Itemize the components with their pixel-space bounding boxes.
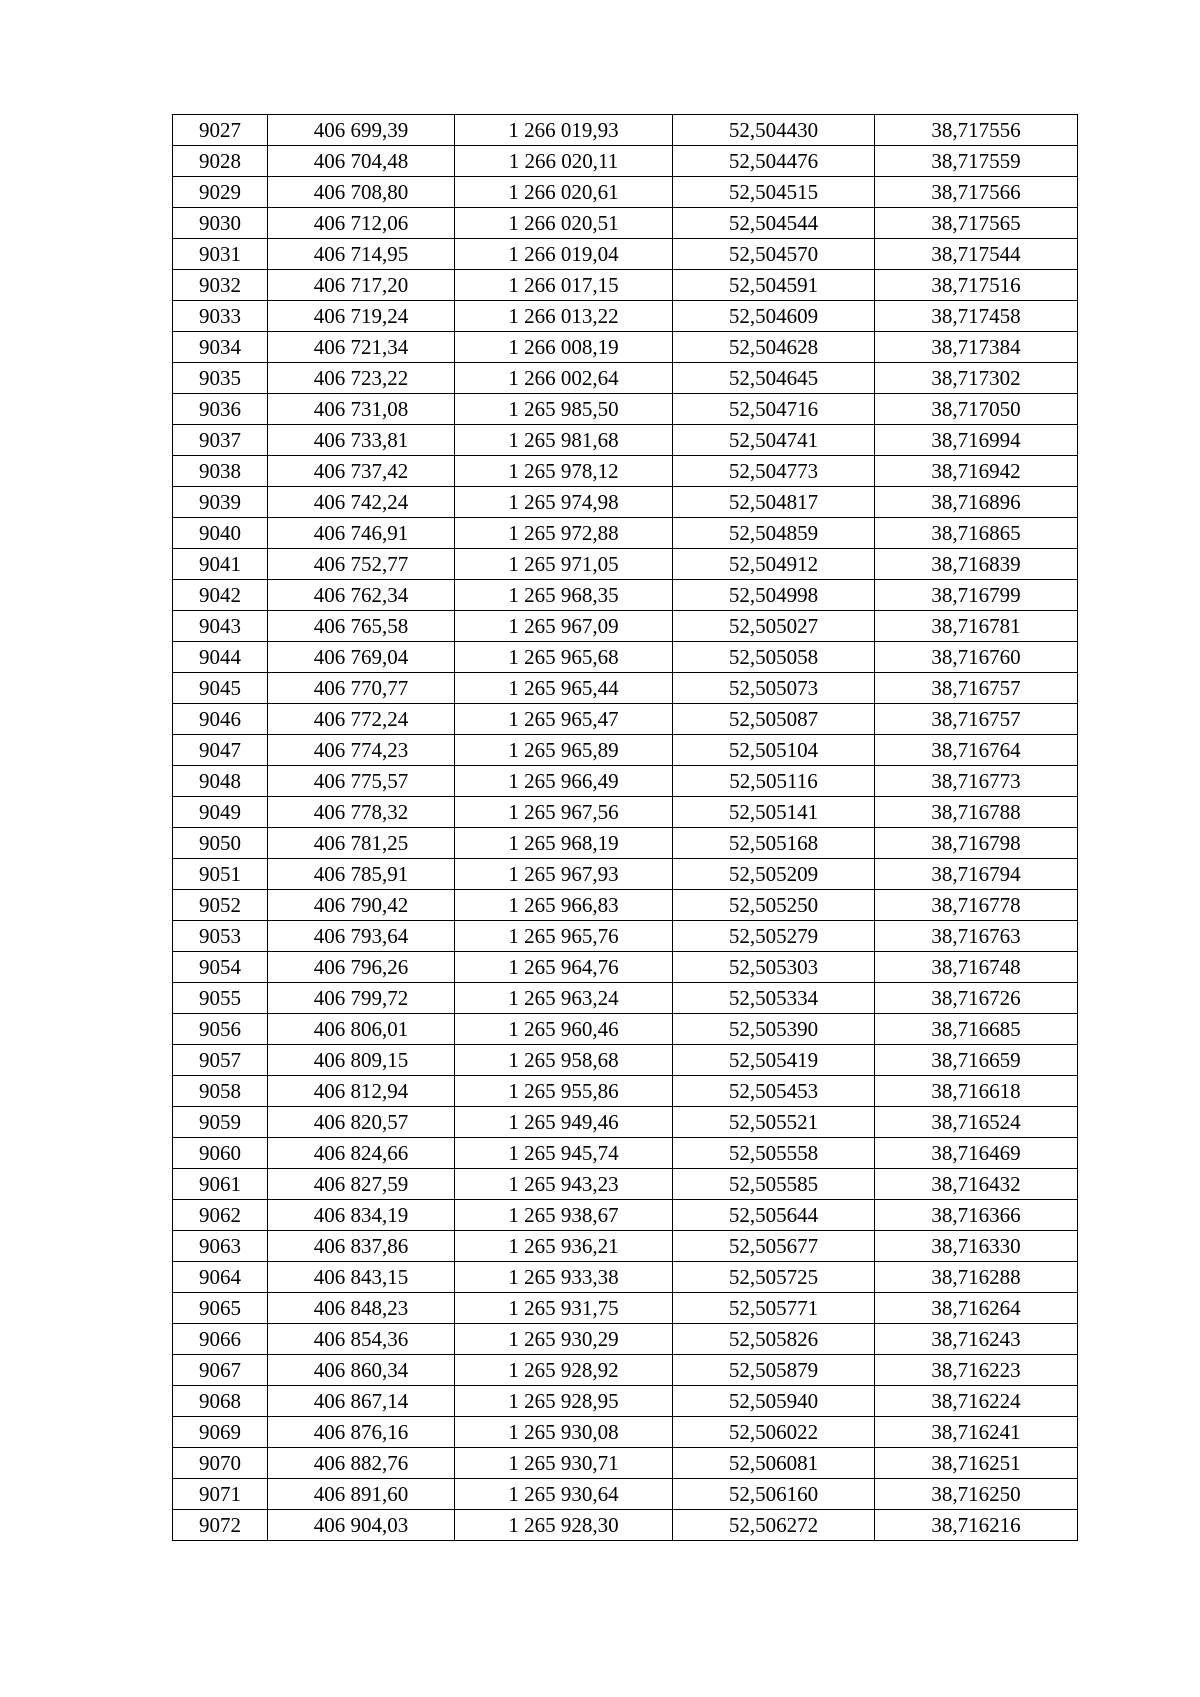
longitude-cell: 38,716469: [875, 1138, 1078, 1169]
x-coordinate-cell: 406 770,77: [268, 673, 455, 704]
longitude-cell: 38,716330: [875, 1231, 1078, 1262]
x-coordinate-cell: 406 793,64: [268, 921, 455, 952]
longitude-cell: 38,716241: [875, 1417, 1078, 1448]
y-coordinate-cell: 1 265 949,46: [455, 1107, 673, 1138]
table-row: [173, 952, 1078, 983]
table-row: [173, 580, 1078, 611]
longitude-cell: 38,716781: [875, 611, 1078, 642]
point-number-cell: 9027: [173, 115, 268, 146]
longitude-cell: 38,716524: [875, 1107, 1078, 1138]
latitude-cell: 52,506081: [673, 1448, 875, 1479]
x-coordinate-cell: 406 820,57: [268, 1107, 455, 1138]
latitude-cell: 52,505644: [673, 1200, 875, 1231]
point-number-cell: 9065: [173, 1293, 268, 1324]
longitude-cell: 38,716764: [875, 735, 1078, 766]
table-row: [173, 239, 1078, 270]
table-row: [173, 859, 1078, 890]
table-row: [173, 1200, 1078, 1231]
table-row: [173, 1448, 1078, 1479]
table-row: [173, 270, 1078, 301]
table-row: [173, 1293, 1078, 1324]
x-coordinate-cell: 406 769,04: [268, 642, 455, 673]
x-coordinate-cell: 406 834,19: [268, 1200, 455, 1231]
table-row: [173, 828, 1078, 859]
y-coordinate-cell: 1 265 931,75: [455, 1293, 673, 1324]
longitude-cell: 38,717458: [875, 301, 1078, 332]
coordinates-table: [172, 114, 1078, 1541]
point-number-cell: 9040: [173, 518, 268, 549]
table-row: [173, 1386, 1078, 1417]
coordinates-table-body: [173, 115, 1078, 1541]
table-row: [173, 177, 1078, 208]
x-coordinate-cell: 406 772,24: [268, 704, 455, 735]
longitude-cell: 38,716760: [875, 642, 1078, 673]
longitude-cell: 38,716865: [875, 518, 1078, 549]
y-coordinate-cell: 1 266 002,64: [455, 363, 673, 394]
point-number-cell: 9043: [173, 611, 268, 642]
y-coordinate-cell: 1 265 930,64: [455, 1479, 673, 1510]
point-number-cell: 9029: [173, 177, 268, 208]
x-coordinate-cell: 406 699,39: [268, 115, 455, 146]
longitude-cell: 38,716798: [875, 828, 1078, 859]
longitude-cell: 38,716250: [875, 1479, 1078, 1510]
y-coordinate-cell: 1 265 967,93: [455, 859, 673, 890]
longitude-cell: 38,716243: [875, 1324, 1078, 1355]
table-row: [173, 766, 1078, 797]
x-coordinate-cell: 406 765,58: [268, 611, 455, 642]
table-row: [173, 456, 1078, 487]
latitude-cell: 52,505771: [673, 1293, 875, 1324]
x-coordinate-cell: 406 799,72: [268, 983, 455, 1014]
point-number-cell: 9053: [173, 921, 268, 952]
latitude-cell: 52,504609: [673, 301, 875, 332]
point-number-cell: 9058: [173, 1076, 268, 1107]
latitude-cell: 52,505390: [673, 1014, 875, 1045]
table-row: [173, 1417, 1078, 1448]
y-coordinate-cell: 1 265 958,68: [455, 1045, 673, 1076]
longitude-cell: 38,716799: [875, 580, 1078, 611]
longitude-cell: 38,716366: [875, 1200, 1078, 1231]
latitude-cell: 52,504570: [673, 239, 875, 270]
y-coordinate-cell: 1 265 965,89: [455, 735, 673, 766]
y-coordinate-cell: 1 265 945,74: [455, 1138, 673, 1169]
x-coordinate-cell: 406 746,91: [268, 518, 455, 549]
x-coordinate-cell: 406 809,15: [268, 1045, 455, 1076]
x-coordinate-cell: 406 806,01: [268, 1014, 455, 1045]
point-number-cell: 9060: [173, 1138, 268, 1169]
latitude-cell: 52,506160: [673, 1479, 875, 1510]
latitude-cell: 52,504716: [673, 394, 875, 425]
point-number-cell: 9059: [173, 1107, 268, 1138]
point-number-cell: 9057: [173, 1045, 268, 1076]
table-row: [173, 1231, 1078, 1262]
longitude-cell: 38,717565: [875, 208, 1078, 239]
x-coordinate-cell: 406 731,08: [268, 394, 455, 425]
latitude-cell: 52,504645: [673, 363, 875, 394]
x-coordinate-cell: 406 904,03: [268, 1510, 455, 1541]
table-row: [173, 487, 1078, 518]
longitude-cell: 38,716216: [875, 1510, 1078, 1541]
point-number-cell: 9035: [173, 363, 268, 394]
latitude-cell: 52,505303: [673, 952, 875, 983]
y-coordinate-cell: 1 265 930,71: [455, 1448, 673, 1479]
point-number-cell: 9037: [173, 425, 268, 456]
latitude-cell: 52,505279: [673, 921, 875, 952]
y-coordinate-cell: 1 265 967,56: [455, 797, 673, 828]
table-row: [173, 890, 1078, 921]
longitude-cell: 38,716794: [875, 859, 1078, 890]
y-coordinate-cell: 1 265 965,47: [455, 704, 673, 735]
longitude-cell: 38,716778: [875, 890, 1078, 921]
longitude-cell: 38,717544: [875, 239, 1078, 270]
longitude-cell: 38,716726: [875, 983, 1078, 1014]
y-coordinate-cell: 1 266 020,51: [455, 208, 673, 239]
longitude-cell: 38,716763: [875, 921, 1078, 952]
x-coordinate-cell: 406 843,15: [268, 1262, 455, 1293]
longitude-cell: 38,716757: [875, 704, 1078, 735]
latitude-cell: 52,505250: [673, 890, 875, 921]
x-coordinate-cell: 406 708,80: [268, 177, 455, 208]
y-coordinate-cell: 1 265 965,68: [455, 642, 673, 673]
longitude-cell: 38,717050: [875, 394, 1078, 425]
x-coordinate-cell: 406 876,16: [268, 1417, 455, 1448]
x-coordinate-cell: 406 848,23: [268, 1293, 455, 1324]
table-row: [173, 301, 1078, 332]
x-coordinate-cell: 406 854,36: [268, 1324, 455, 1355]
point-number-cell: 9047: [173, 735, 268, 766]
point-number-cell: 9052: [173, 890, 268, 921]
longitude-cell: 38,716432: [875, 1169, 1078, 1200]
table-row: [173, 611, 1078, 642]
table-row: [173, 1510, 1078, 1541]
longitude-cell: 38,716224: [875, 1386, 1078, 1417]
point-number-cell: 9038: [173, 456, 268, 487]
point-number-cell: 9041: [173, 549, 268, 580]
latitude-cell: 52,505087: [673, 704, 875, 735]
point-number-cell: 9044: [173, 642, 268, 673]
longitude-cell: 38,716288: [875, 1262, 1078, 1293]
longitude-cell: 38,717556: [875, 115, 1078, 146]
y-coordinate-cell: 1 265 965,44: [455, 673, 673, 704]
x-coordinate-cell: 406 714,95: [268, 239, 455, 270]
longitude-cell: 38,716264: [875, 1293, 1078, 1324]
point-number-cell: 9039: [173, 487, 268, 518]
x-coordinate-cell: 406 704,48: [268, 146, 455, 177]
longitude-cell: 38,716659: [875, 1045, 1078, 1076]
point-number-cell: 9045: [173, 673, 268, 704]
y-coordinate-cell: 1 265 966,49: [455, 766, 673, 797]
x-coordinate-cell: 406 762,34: [268, 580, 455, 611]
y-coordinate-cell: 1 265 974,98: [455, 487, 673, 518]
x-coordinate-cell: 406 867,14: [268, 1386, 455, 1417]
longitude-cell: 38,717516: [875, 270, 1078, 301]
longitude-cell: 38,717302: [875, 363, 1078, 394]
point-number-cell: 9036: [173, 394, 268, 425]
point-number-cell: 9068: [173, 1386, 268, 1417]
latitude-cell: 52,505453: [673, 1076, 875, 1107]
point-number-cell: 9049: [173, 797, 268, 828]
latitude-cell: 52,505168: [673, 828, 875, 859]
latitude-cell: 52,505879: [673, 1355, 875, 1386]
y-coordinate-cell: 1 265 930,08: [455, 1417, 673, 1448]
y-coordinate-cell: 1 266 020,61: [455, 177, 673, 208]
table-row: [173, 1169, 1078, 1200]
y-coordinate-cell: 1 265 930,29: [455, 1324, 673, 1355]
x-coordinate-cell: 406 742,24: [268, 487, 455, 518]
point-number-cell: 9034: [173, 332, 268, 363]
point-number-cell: 9050: [173, 828, 268, 859]
y-coordinate-cell: 1 265 985,50: [455, 394, 673, 425]
latitude-cell: 52,505585: [673, 1169, 875, 1200]
table-row: [173, 1355, 1078, 1386]
latitude-cell: 52,504741: [673, 425, 875, 456]
table-row: [173, 735, 1078, 766]
latitude-cell: 52,504544: [673, 208, 875, 239]
point-number-cell: 9046: [173, 704, 268, 735]
latitude-cell: 52,505104: [673, 735, 875, 766]
table-row: [173, 673, 1078, 704]
longitude-cell: 38,716994: [875, 425, 1078, 456]
latitude-cell: 52,505521: [673, 1107, 875, 1138]
latitude-cell: 52,505940: [673, 1386, 875, 1417]
table-row: [173, 983, 1078, 1014]
y-coordinate-cell: 1 266 019,04: [455, 239, 673, 270]
table-row: [173, 1076, 1078, 1107]
point-number-cell: 9033: [173, 301, 268, 332]
point-number-cell: 9070: [173, 1448, 268, 1479]
table-row: [173, 332, 1078, 363]
x-coordinate-cell: 406 785,91: [268, 859, 455, 890]
table-row: [173, 921, 1078, 952]
y-coordinate-cell: 1 265 928,30: [455, 1510, 673, 1541]
point-number-cell: 9069: [173, 1417, 268, 1448]
x-coordinate-cell: 406 717,20: [268, 270, 455, 301]
y-coordinate-cell: 1 265 967,09: [455, 611, 673, 642]
longitude-cell: 38,716788: [875, 797, 1078, 828]
x-coordinate-cell: 406 891,60: [268, 1479, 455, 1510]
x-coordinate-cell: 406 737,42: [268, 456, 455, 487]
longitude-cell: 38,716685: [875, 1014, 1078, 1045]
y-coordinate-cell: 1 265 933,38: [455, 1262, 673, 1293]
y-coordinate-cell: 1 265 964,76: [455, 952, 673, 983]
y-coordinate-cell: 1 265 965,76: [455, 921, 673, 952]
latitude-cell: 52,505141: [673, 797, 875, 828]
x-coordinate-cell: 406 733,81: [268, 425, 455, 456]
y-coordinate-cell: 1 266 017,15: [455, 270, 673, 301]
latitude-cell: 52,505027: [673, 611, 875, 642]
y-coordinate-cell: 1 265 981,68: [455, 425, 673, 456]
longitude-cell: 38,716748: [875, 952, 1078, 983]
table-row: [173, 518, 1078, 549]
table-row: [173, 394, 1078, 425]
latitude-cell: 52,505419: [673, 1045, 875, 1076]
x-coordinate-cell: 406 882,76: [268, 1448, 455, 1479]
table-row: [173, 1014, 1078, 1045]
x-coordinate-cell: 406 812,94: [268, 1076, 455, 1107]
latitude-cell: 52,504859: [673, 518, 875, 549]
y-coordinate-cell: 1 265 963,24: [455, 983, 673, 1014]
point-number-cell: 9071: [173, 1479, 268, 1510]
latitude-cell: 52,505558: [673, 1138, 875, 1169]
longitude-cell: 38,716757: [875, 673, 1078, 704]
point-number-cell: 9042: [173, 580, 268, 611]
longitude-cell: 38,716773: [875, 766, 1078, 797]
point-number-cell: 9064: [173, 1262, 268, 1293]
point-number-cell: 9067: [173, 1355, 268, 1386]
y-coordinate-cell: 1 265 928,95: [455, 1386, 673, 1417]
table-row: [173, 549, 1078, 580]
y-coordinate-cell: 1 265 936,21: [455, 1231, 673, 1262]
table-row: [173, 1138, 1078, 1169]
table-row: [173, 1045, 1078, 1076]
latitude-cell: 52,504591: [673, 270, 875, 301]
table-row: [173, 642, 1078, 673]
y-coordinate-cell: 1 265 955,86: [455, 1076, 673, 1107]
table-row: [173, 1324, 1078, 1355]
table-row: [173, 146, 1078, 177]
longitude-cell: 38,716618: [875, 1076, 1078, 1107]
point-number-cell: 9062: [173, 1200, 268, 1231]
x-coordinate-cell: 406 712,06: [268, 208, 455, 239]
y-coordinate-cell: 1 265 938,67: [455, 1200, 673, 1231]
table-row: [173, 1262, 1078, 1293]
longitude-cell: 38,717559: [875, 146, 1078, 177]
x-coordinate-cell: 406 721,34: [268, 332, 455, 363]
x-coordinate-cell: 406 778,32: [268, 797, 455, 828]
point-number-cell: 9031: [173, 239, 268, 270]
x-coordinate-cell: 406 719,24: [268, 301, 455, 332]
point-number-cell: 9061: [173, 1169, 268, 1200]
latitude-cell: 52,505677: [673, 1231, 875, 1262]
x-coordinate-cell: 406 790,42: [268, 890, 455, 921]
point-number-cell: 9028: [173, 146, 268, 177]
y-coordinate-cell: 1 265 971,05: [455, 549, 673, 580]
point-number-cell: 9051: [173, 859, 268, 890]
x-coordinate-cell: 406 723,22: [268, 363, 455, 394]
y-coordinate-cell: 1 266 008,19: [455, 332, 673, 363]
latitude-cell: 52,504817: [673, 487, 875, 518]
longitude-cell: 38,716223: [875, 1355, 1078, 1386]
x-coordinate-cell: 406 775,57: [268, 766, 455, 797]
y-coordinate-cell: 1 265 943,23: [455, 1169, 673, 1200]
point-number-cell: 9056: [173, 1014, 268, 1045]
latitude-cell: 52,505826: [673, 1324, 875, 1355]
latitude-cell: 52,504998: [673, 580, 875, 611]
longitude-cell: 38,717566: [875, 177, 1078, 208]
x-coordinate-cell: 406 796,26: [268, 952, 455, 983]
y-coordinate-cell: 1 265 978,12: [455, 456, 673, 487]
table-row: [173, 704, 1078, 735]
table-row: [173, 797, 1078, 828]
x-coordinate-cell: 406 752,77: [268, 549, 455, 580]
latitude-cell: 52,504515: [673, 177, 875, 208]
longitude-cell: 38,716942: [875, 456, 1078, 487]
point-number-cell: 9055: [173, 983, 268, 1014]
latitude-cell: 52,504476: [673, 146, 875, 177]
longitude-cell: 38,717384: [875, 332, 1078, 363]
y-coordinate-cell: 1 265 968,35: [455, 580, 673, 611]
latitude-cell: 52,505334: [673, 983, 875, 1014]
table-row: [173, 425, 1078, 456]
y-coordinate-cell: 1 266 019,93: [455, 115, 673, 146]
point-number-cell: 9066: [173, 1324, 268, 1355]
table-row: [173, 363, 1078, 394]
x-coordinate-cell: 406 824,66: [268, 1138, 455, 1169]
point-number-cell: 9054: [173, 952, 268, 983]
x-coordinate-cell: 406 827,59: [268, 1169, 455, 1200]
latitude-cell: 52,505058: [673, 642, 875, 673]
y-coordinate-cell: 1 265 960,46: [455, 1014, 673, 1045]
y-coordinate-cell: 1 265 966,83: [455, 890, 673, 921]
latitude-cell: 52,504430: [673, 115, 875, 146]
x-coordinate-cell: 406 860,34: [268, 1355, 455, 1386]
latitude-cell: 52,505209: [673, 859, 875, 890]
table-row: [173, 1479, 1078, 1510]
point-number-cell: 9072: [173, 1510, 268, 1541]
longitude-cell: 38,716251: [875, 1448, 1078, 1479]
x-coordinate-cell: 406 781,25: [268, 828, 455, 859]
table-row: [173, 1107, 1078, 1138]
longitude-cell: 38,716896: [875, 487, 1078, 518]
y-coordinate-cell: 1 266 020,11: [455, 146, 673, 177]
latitude-cell: 52,505725: [673, 1262, 875, 1293]
x-coordinate-cell: 406 774,23: [268, 735, 455, 766]
latitude-cell: 52,506272: [673, 1510, 875, 1541]
point-number-cell: 9063: [173, 1231, 268, 1262]
latitude-cell: 52,504773: [673, 456, 875, 487]
latitude-cell: 52,504628: [673, 332, 875, 363]
table-row: [173, 208, 1078, 239]
y-coordinate-cell: 1 266 013,22: [455, 301, 673, 332]
latitude-cell: 52,505116: [673, 766, 875, 797]
longitude-cell: 38,716839: [875, 549, 1078, 580]
latitude-cell: 52,505073: [673, 673, 875, 704]
latitude-cell: 52,506022: [673, 1417, 875, 1448]
point-number-cell: 9032: [173, 270, 268, 301]
y-coordinate-cell: 1 265 972,88: [455, 518, 673, 549]
point-number-cell: 9048: [173, 766, 268, 797]
table-row: [173, 115, 1078, 146]
y-coordinate-cell: 1 265 928,92: [455, 1355, 673, 1386]
latitude-cell: 52,504912: [673, 549, 875, 580]
x-coordinate-cell: 406 837,86: [268, 1231, 455, 1262]
y-coordinate-cell: 1 265 968,19: [455, 828, 673, 859]
point-number-cell: 9030: [173, 208, 268, 239]
